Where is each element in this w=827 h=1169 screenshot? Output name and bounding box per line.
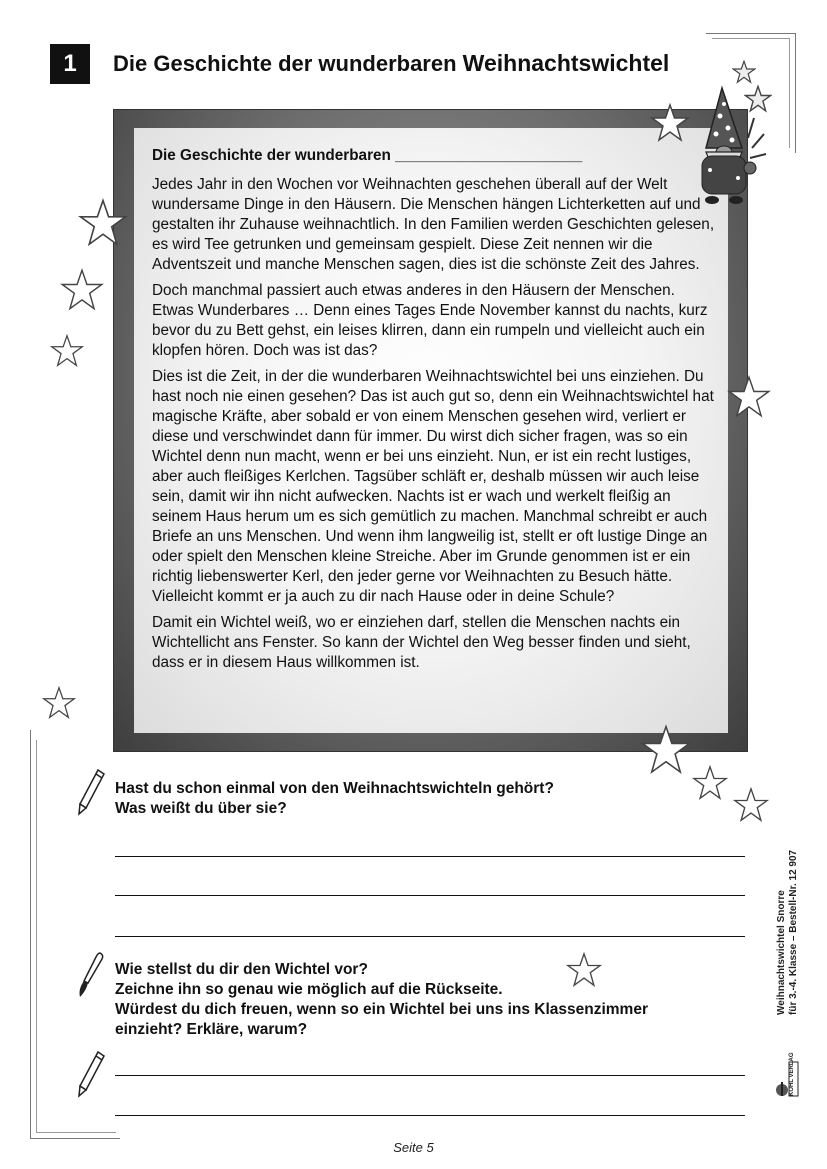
product-title: Weihnachtswichtel Snorre [776,890,787,1015]
answer-line[interactable] [115,895,745,896]
page-frame-left-inner [36,740,37,1132]
task-1-question [115,779,554,819]
answer-line[interactable] [115,1075,745,1076]
task-2-line-2: Zeichne ihn so genau wie möglich auf die Rückseite. [115,981,503,998]
star-icon [650,103,690,143]
chapter-number: 1 [50,44,90,84]
task-1-line-2: Was weißt du über sie? [115,800,287,817]
page-frame-left [30,730,31,1138]
story-heading: Die Geschichte der wunderbaren ______________________ [152,147,583,164]
page-number: Seite 5 [393,1140,434,1155]
task-1-line-1: Hast du schon einmal von den Weihnachtswichteln gehört? [115,780,554,797]
star-icon [732,60,756,84]
star-icon [78,198,128,248]
star-icon [692,765,728,801]
publisher-info [776,850,800,1015]
page-frame-right-inner [789,38,790,148]
story-paragraph-1: Jedes Jahr in den Wochen vor Weihnachten geschehen überall auf der Welt wundersame Dinge in den Häusern. Die Menschen hängen Lichterketten auf und gestalten ihr Zuhause weihnachtlich. In den Familien werden Geschichten gelesen, es wird Tee getrunken und gemeinsam gespielt. Diese Zeit nennen wir die Adventszeit und manche Menschen sagen, dies ist die schönste Zeit des Jahres. [152,176,715,273]
product-order-info: für 3.-4. Klasse – Bestell-Nr. 12 907 [788,849,799,1015]
page-title [113,50,669,77]
task-2-question [115,960,648,1040]
page-frame-right [795,33,796,153]
pencil-icon [76,1050,106,1103]
publisher-name: KOHL VERLAG [789,1052,795,1096]
star-icon [744,85,772,113]
star-icon [733,787,769,823]
story-text [152,146,717,679]
task-2-line-3: Würdest du dich freuen, wenn so ein Wichtel bei uns ins Klassenzimmer [115,1001,648,1018]
page-frame-bottom [30,1138,120,1139]
answer-line[interactable] [115,936,745,937]
star-icon [727,375,771,419]
publisher-logo [774,1060,800,1098]
task-2-line-4: einzieht? Erkläre, warum? [115,1021,308,1038]
answer-line[interactable] [115,1115,745,1116]
story-paragraph-2: Doch manchmal passiert auch etwas anderes in den Häusern der Menschen. Etwas Wunderbares … Denn eines Tages Ende November kannst du nachts, kurz bevor du zu Bett gehst, ein leises klirren, dann ein rumpeln und vielleicht auch ein klopfen hören. Doch was ist das? [152,282,708,359]
story-paragraph-4: Damit ein Wichtel weiß, wo er einziehen darf, stellen die Menschen nachts ein Wichtellicht ans Fenster. So kann der Wichtel den Weg besser finden und sieht, dass er in diesem Haus willkommen ist. [152,614,691,671]
title-part1: Die Geschichte der wunderbaren [113,51,457,76]
title-part2: Weihnachtswichtel [462,50,670,76]
star-icon [640,724,692,776]
star-icon [50,334,84,368]
star-icon [60,268,104,312]
page-frame-top [706,33,796,34]
page-frame-bottom-inner [36,1132,116,1133]
pencil-icon [76,768,106,821]
task-2-line-1: Wie stellst du dir den Wichtel vor? [115,961,368,978]
paintbrush-icon [76,951,106,1004]
answer-line[interactable] [115,856,745,857]
star-icon [42,686,76,720]
page-frame-top-inner [712,38,790,39]
story-paragraph-3: Dies ist die Zeit, in der die wunderbaren Weihnachtswichtel bei uns einziehen. Du hast noch nie einen gesehen? Das ist auch gut so, denn ein Weihnachtswichtel hat magische Kräfte, aber sobald er von einem Menschen gesehen wird, verliert er diese und verschwindet dann für immer. Du wirst dich sicher fragen, was so ein Wichtel denn nun macht, wenn er bei uns einzieht. Nun, er ist ein recht lustiges, aber auch fleißiges Kerlchen. Tagsüber schläft er, deshalb müssen wir auch leise sein, damit wir ihn nicht aufwecken. Nachts ist er wach und werkelt fleißig an seinem Haus herum um es sich gemütlich zu machen. Manchmal schreibt er auch Briefe an uns Menschen. Und wenn ihm langweilig ist, stellt er oft lustige Dinge an oder spielt den Menschen kleine Streiche. Aber im Grunde genommen ist er ein richtig liebenswerter Kerl, den jeder gerne vor Weihnachten zu Besuch hätte. Vielleicht kommt er ja auch zu dir nach Hause oder in deine Schule? [152,368,714,605]
